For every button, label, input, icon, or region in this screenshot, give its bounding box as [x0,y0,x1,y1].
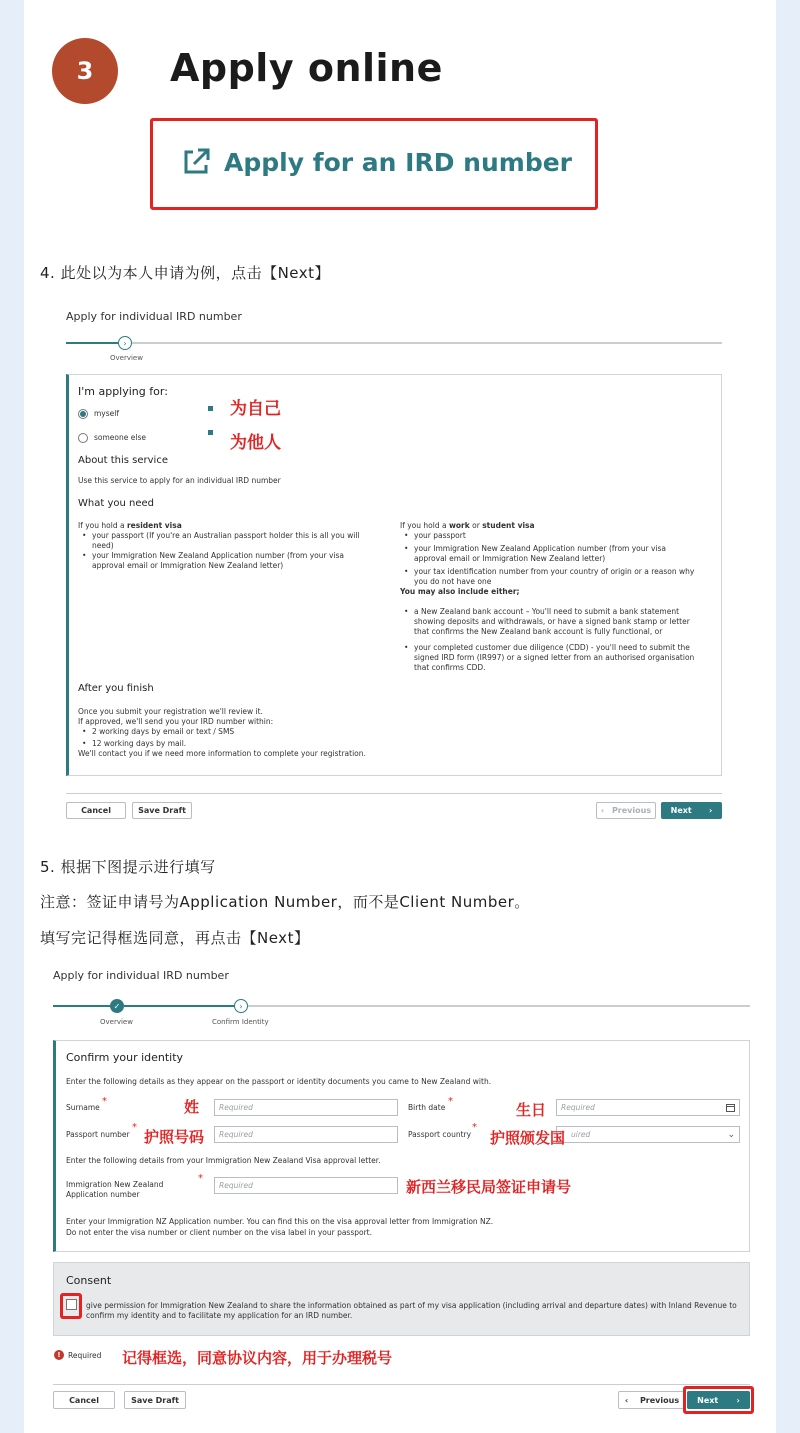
sc2-surname-input[interactable]: Required [214,1099,398,1116]
sc1-save-draft-button[interactable]: Save Draft [132,802,192,819]
sc2-inz-label: Immigration New Zealand Application number [66,1180,164,1199]
sc1-progress-done [66,342,118,344]
sc1-about-heading: About this service [78,455,168,466]
apply-ird-link-label: Apply for an IRD number [224,147,572,177]
sc1-after-line: Once you submit your registration we'll review it. [78,707,263,716]
step-number-badge: 3 [52,38,118,104]
sc1-marker-1 [208,406,213,411]
calendar-icon[interactable] [726,1103,735,1112]
sc2-country-note: 护照颁发国 [490,1129,566,1147]
sc2-country-select[interactable] [556,1126,740,1143]
sc2-inz-note: 新西兰移民局签证申请号 [406,1178,572,1196]
sc2-passport-input[interactable]: Required [214,1126,398,1143]
sc1-work-item: • your tax identification number from your country of origin or a reason why you do not have one [400,567,700,587]
sc1-cancel-button[interactable]: Cancel [66,802,126,819]
sc2-save-draft-button[interactable]: Save Draft [124,1391,186,1409]
sc1-resident-item: • your passport (If you're an Australian passport holder this is all you will need) [78,531,378,551]
instruction-6: 注意：签证申请号为Application Number，而不是Client Number。 [40,893,530,911]
sc2-country-label: Passport country [408,1130,472,1139]
sc1-may-include: You may also include either; [400,587,520,596]
sc1-radio-myself-label: myself [94,409,119,418]
sc2-required-mark: * [472,1122,477,1133]
sc2-step-overview-label: Overview [100,1018,133,1026]
sc1-progress-track [132,342,722,344]
article-card [24,0,776,1433]
sc2-help1: Enter your Immigration NZ Application number. You can find this on the visa approval letter from Immigration NZ. [66,1217,494,1226]
sc1-either-item: • a New Zealand bank account – You'll need to submit a bank statement showing deposits and withdrawals, or have a signed bank stamp or letter that confirms the New Zealand bank account is fully functional, or [400,607,700,637]
sc1-next-label: Next [670,806,692,815]
instruction-7: 填写完记得框选同意，再点击【Next】 [40,929,310,947]
sc1-next-button[interactable] [661,802,722,819]
chevron-left-icon: ‹ [600,806,605,815]
sc1-after-block [78,707,478,759]
sc2-divider [53,1384,750,1385]
sc2-step-confirm-label: Confirm Identity [212,1018,269,1026]
sc2-passport-label: Passport number [66,1130,130,1139]
sc2-required-legend: Required [68,1351,102,1360]
sc1-after-line: We'll contact you if we need more information to complete your registration. [78,749,366,758]
sc1-marker-2 [208,430,213,435]
sc2-inz-input[interactable]: Required [214,1177,398,1194]
sc2-required-mark: * [132,1122,137,1133]
sc1-resident-item: • your Immigration New Zealand Application number (from your visa approval email or Immigration New Zealand letter) [78,551,378,571]
sc1-work-intro: If you hold a work or student visa [400,521,535,530]
sc1-divider [66,793,722,794]
sc2-help2: Do not enter the visa number or client number on the visa label in your passport. [66,1228,373,1237]
sc2-country-placeholder: uired [571,1130,591,1139]
sc1-about-text: Use this service to apply for an individual IRD number [78,476,281,485]
sc1-after-line: If approved, we'll send you your IRD number within: [78,717,274,726]
sc2-consent-note: 记得框选，同意协议内容，用于办理税号 [122,1349,393,1367]
sc1-step-overview-label: Overview [110,354,143,362]
sc2-step-overview-dot: ✓ [110,999,124,1013]
sc2-confirm-heading: Confirm your identity [66,1051,184,1064]
sc2-next-label: Next [697,1395,719,1405]
sc2-consent-panel [53,1262,750,1336]
sc1-page-title: Apply for individual IRD number [66,310,242,323]
sc2-consent-text: give permission for Immigration New Zealand to share the information obtained as part of my visa application (including arrival and departure dates) with Inland Revenue to confirm my identity and to facilitate my application for an IRD number. [86,1301,737,1320]
sc2-birth-placeholder: Required [561,1103,595,1112]
sc1-either-item: • your completed customer due diligence (CDD) - you'll need to submit the signed IRD form (IR997) or a signed letter from an authorised organisation that confirms CDD. [400,643,700,673]
sc2-surname-note: 姓 [184,1098,200,1116]
sc2-consent-heading: Consent [66,1274,112,1287]
sc2-birth-note: 生日 [516,1101,547,1119]
instruction-5: 5. 根据下图提示进行填写 [40,858,216,876]
sc1-resident-intro: If you hold a resident visa [78,521,182,530]
chevron-left-icon: ‹ [624,1395,629,1405]
sc2-required-mark: * [198,1173,203,1184]
sc2-page-title: Apply for individual IRD number [53,969,229,982]
sc1-radio-someone-label: someone else [94,433,146,442]
sc1-note-someone: 为他人 [230,433,281,453]
sc2-required-mark: * [102,1096,107,1107]
sc2-previous-label: Previous [639,1395,680,1405]
sc1-work-block [400,521,700,673]
sc2-progress-done [53,1005,241,1007]
sc1-note-myself: 为自己 [230,399,281,419]
chevron-right-icon: › [709,806,713,815]
external-link-icon [180,146,212,178]
apply-ird-link[interactable] [180,146,572,178]
sc1-work-item: • your passport [400,531,700,541]
sc2-consent-checkbox[interactable] [66,1299,77,1310]
sc1-resident-block [78,521,378,571]
sc1-work-item: • your Immigration New Zealand Application number (from your visa approval email or Immigration New Zealand letter) [400,544,700,564]
sc1-after-item: • 12 working days by mail. [78,739,478,749]
sc2-next-button[interactable] [687,1391,750,1409]
sc1-need-heading: What you need [78,498,154,509]
sc2-passport-note: 护照号码 [144,1128,205,1146]
sc2-intro1: Enter the following details as they appear on the passport or identity documents you came to New Zealand with. [66,1077,492,1086]
sc1-applying-for-heading: I'm applying for: [78,385,168,398]
sc2-required-mark: * [448,1096,453,1107]
sc1-after-heading: After you finish [78,683,154,694]
alert-icon: ! [54,1350,64,1360]
sc1-after-item: • 2 working days by email or text / SMS [78,727,478,737]
sc1-previous-button[interactable] [596,802,656,819]
sc1-radio-myself[interactable] [78,409,88,419]
sc2-step-confirm-dot: › [234,999,248,1013]
sc1-previous-label: Previous [611,806,652,815]
chevron-down-icon: ⌄ [727,1129,735,1140]
instruction-4: 4. 此处以为本人申请为例，点击【Next】 [40,264,331,282]
sc2-birth-input[interactable] [556,1099,740,1116]
chevron-right-icon: › [736,1395,740,1405]
sc2-birth-label: Birth date [408,1103,446,1112]
sc2-cancel-button[interactable]: Cancel [53,1391,115,1409]
sc2-intro2: Enter the following details from your Immigration New Zealand Visa approval letter. [66,1156,381,1165]
sc2-progress-track [248,1005,750,1007]
sc2-surname-label: Surname [66,1103,100,1112]
sc1-step-overview-dot: › [118,336,132,350]
sc2-previous-button[interactable] [618,1391,686,1409]
sc1-radio-someone[interactable] [78,433,88,443]
step-title: Apply online [170,46,443,90]
